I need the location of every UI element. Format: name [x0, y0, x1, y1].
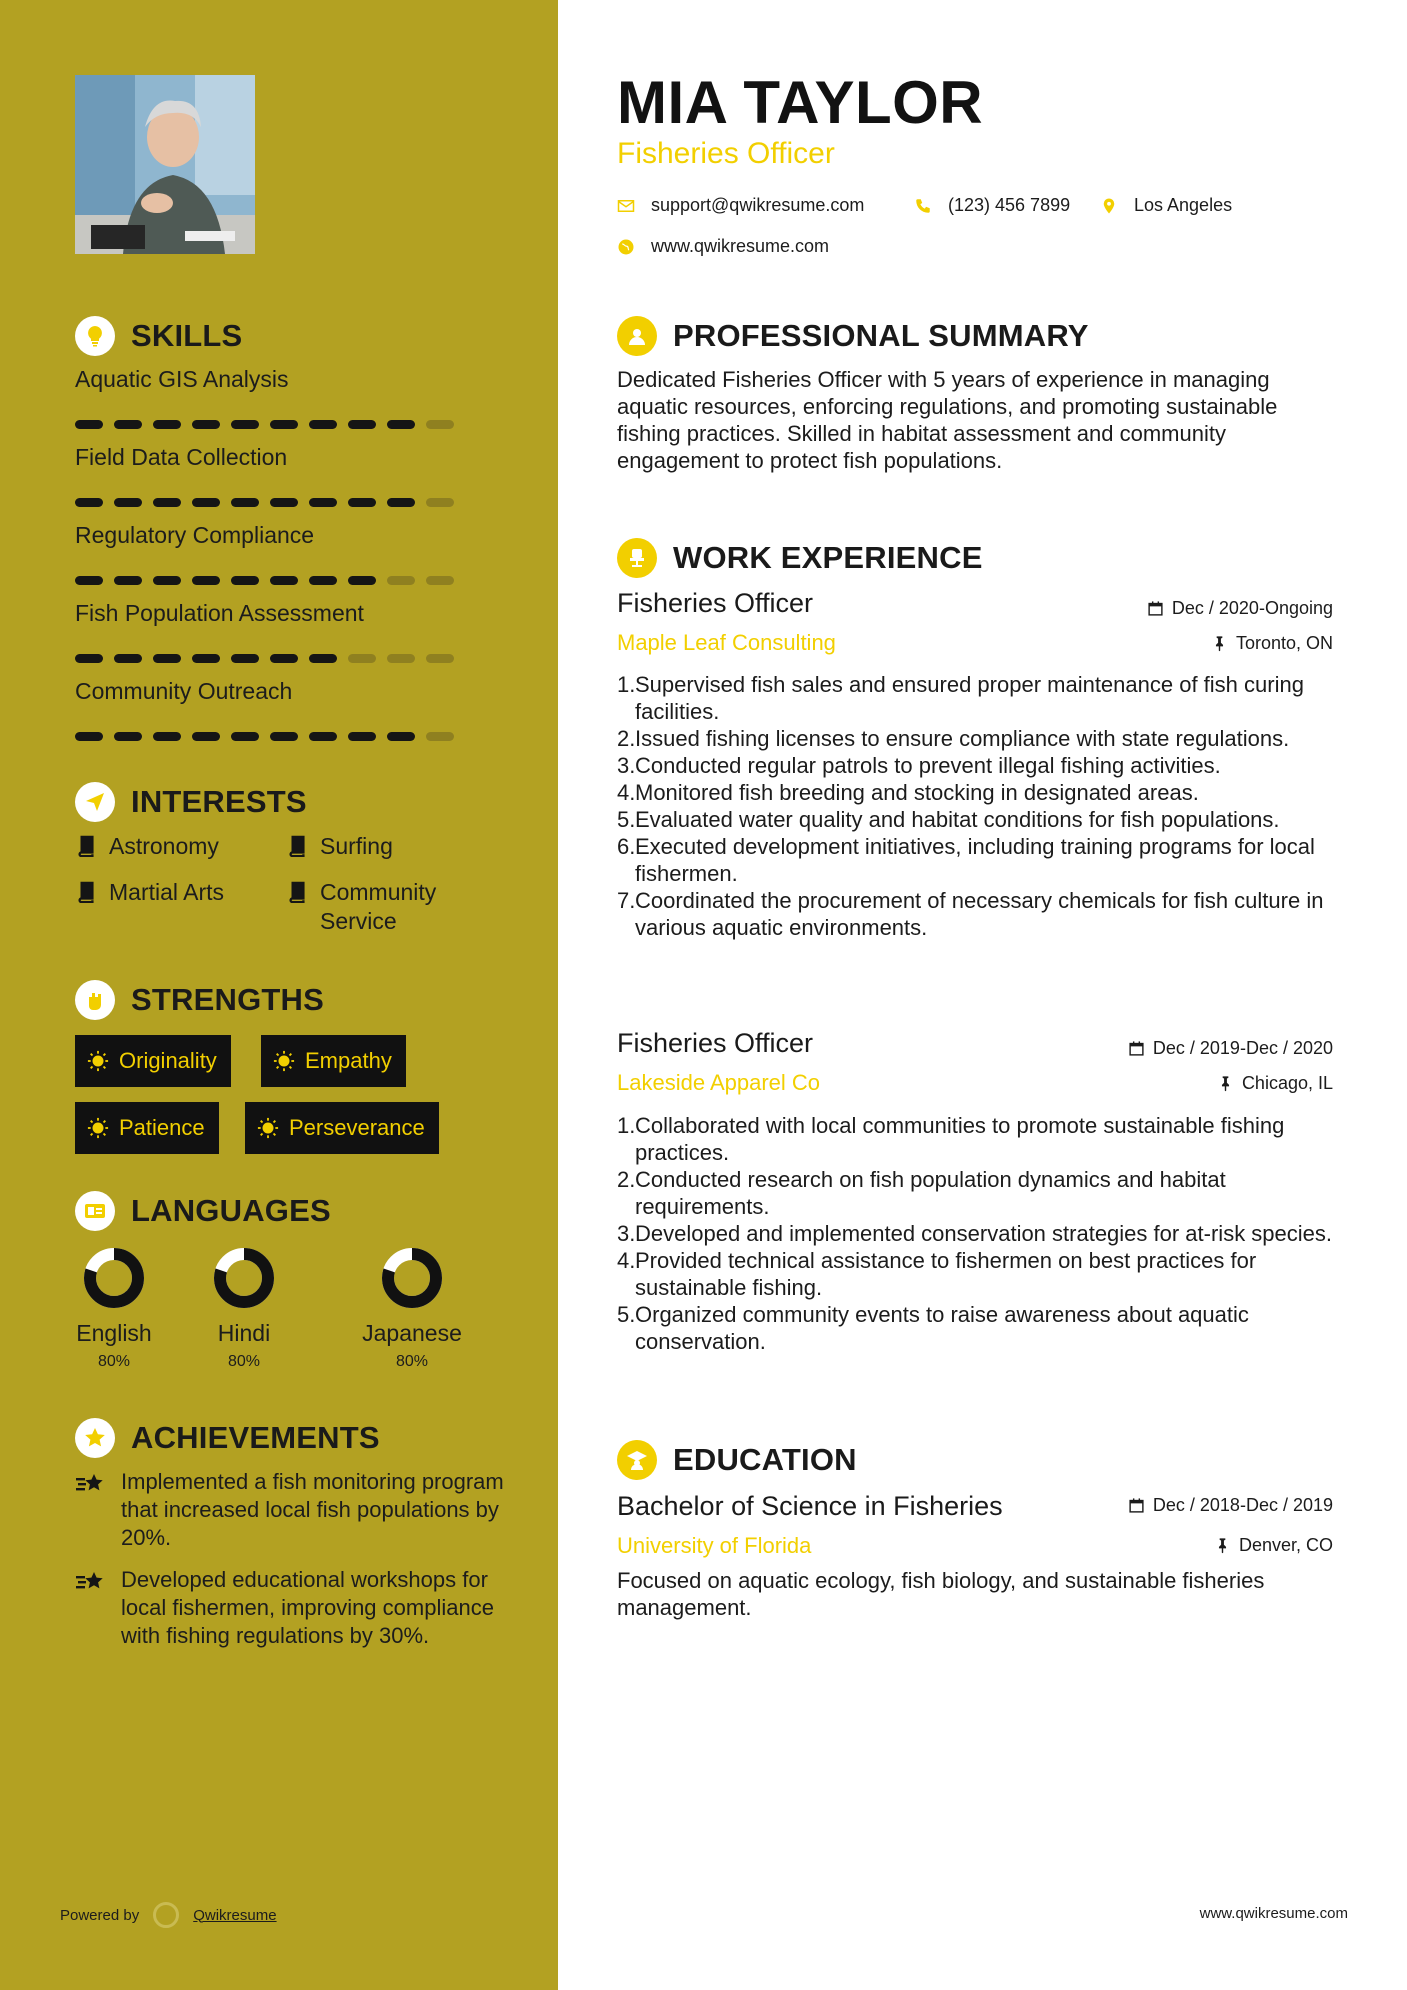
language-name: English: [76, 1320, 152, 1346]
strengths-title: STRENGTHS: [131, 982, 324, 1017]
language-level-ring: [380, 1246, 444, 1310]
calendar-icon: [1147, 600, 1164, 617]
achievements-title: ACHIEVEMENTS: [131, 1420, 380, 1455]
duty-item: Provided technical assistance to fishermen on best practices for sustainable fishing.: [635, 1248, 1257, 1300]
envelope-icon: [617, 197, 635, 215]
skill-segment-filled: [348, 420, 376, 429]
office-chair-icon: [617, 538, 657, 578]
job-title: Fisheries Officer: [617, 1028, 814, 1058]
education-location-text: Denver, CO: [1238, 1535, 1333, 1555]
interest-label: Community Service: [320, 879, 437, 934]
job-date: [1128, 1038, 1333, 1059]
phone-icon: [914, 197, 932, 215]
interests-title: INTERESTS: [131, 784, 307, 819]
skill-segment-filled: [75, 498, 103, 507]
duty-item: Supervised fish sales and ensured proper maintenance of fish curing facilities.: [635, 672, 1304, 724]
skill-segment-filled: [114, 732, 142, 741]
qwikresume-logo-icon: [153, 1902, 179, 1928]
pushpin-icon: [1211, 635, 1228, 652]
job-location-text: Chicago, IL: [1241, 1073, 1333, 1093]
pushpin-icon: [1217, 1075, 1234, 1092]
website-text: www.qwikresume.com: [651, 236, 830, 256]
skill-segment-filled: [270, 732, 298, 741]
interest-item: [286, 832, 393, 861]
summary-text: Dedicated Fisheries Officer with 5 years of experience in managing aquatic resources, enforcing regulations, and promoting sustainable fishing practices. Skilled in habitat assessment and community engagement to protect fish populations.: [617, 367, 1278, 473]
education-header: [617, 1440, 857, 1480]
job-duties: [617, 671, 1337, 941]
skill-segment-empty: [387, 654, 415, 663]
powered-by-label: Powered by: [60, 1906, 140, 1924]
skill-segment-filled: [192, 498, 220, 507]
skill-level-bar: [75, 654, 475, 663]
skill-segment-filled: [192, 654, 220, 663]
education-description: Focused on aquatic ecology, fish biology, and sustainable fisheries management.: [617, 1568, 1265, 1620]
languages-header: [75, 1191, 331, 1231]
sun-icon: [87, 1050, 109, 1072]
skill-segment-filled: [231, 420, 259, 429]
language-item: [184, 1246, 304, 1371]
sun-icon: [257, 1117, 279, 1139]
pushpin-icon: [1214, 1537, 1231, 1554]
skill-segment-filled: [75, 420, 103, 429]
skill-segment-filled: [114, 498, 142, 507]
graduate-icon: [617, 1440, 657, 1480]
skill-item: [75, 600, 475, 663]
summary-header: [617, 316, 1089, 356]
job-date-text: Dec / 2020-Ongoing: [1171, 598, 1333, 618]
sidebar: [0, 0, 558, 1990]
strength-label: Empathy: [305, 1048, 392, 1073]
interests-header: [75, 782, 307, 822]
interest-label: Martial Arts: [109, 879, 225, 905]
strength-label: Originality: [119, 1048, 217, 1073]
phone-text: (123) 456 7899: [948, 195, 1071, 215]
skill-item: [75, 444, 475, 507]
interest-item: [286, 878, 456, 936]
language-item: [54, 1246, 174, 1371]
skill-segment-filled: [309, 576, 337, 585]
skill-segment-filled: [192, 576, 220, 585]
email-text: support@qwikresume.com: [651, 195, 865, 215]
education-date: [1128, 1495, 1333, 1516]
skill-segment-filled: [309, 420, 337, 429]
duty-item: Organized community events to raise awareness about aquatic conservation.: [635, 1302, 1249, 1354]
interest-label: Surfing: [320, 833, 393, 859]
profile-photo: [75, 75, 255, 254]
skill-segment-filled: [231, 732, 259, 741]
skill-segment-filled: [153, 732, 181, 741]
skill-level-bar: [75, 576, 475, 585]
skills-header: [75, 316, 242, 356]
experience-header: [617, 538, 983, 578]
sun-icon: [273, 1050, 295, 1072]
skill-segment-filled: [75, 576, 103, 585]
skill-segment-filled: [231, 654, 259, 663]
job-date: [1147, 598, 1333, 619]
paper-plane-icon: [75, 782, 115, 822]
strength-label: Patience: [119, 1115, 205, 1140]
duty-item: Conducted research on fish population dynamics and habitat requirements.: [635, 1167, 1226, 1219]
strength-tag: [75, 1035, 231, 1087]
language-name: Hindi: [217, 1320, 271, 1346]
skill-segment-filled: [348, 576, 376, 585]
skill-segment-filled: [192, 420, 220, 429]
book-icon: [75, 881, 97, 903]
candidate-role: Fisheries Officer: [617, 137, 835, 170]
duty-item: Monitored fish breeding and stocking in designated areas.: [635, 780, 1199, 805]
skill-segment-filled: [153, 498, 181, 507]
sun-icon: [87, 1117, 109, 1139]
strength-tag: [75, 1102, 219, 1154]
achievement-item: [75, 1468, 505, 1552]
interest-item: [75, 878, 224, 907]
experience-title: WORK EXPERIENCE: [673, 540, 983, 575]
book-icon: [75, 835, 97, 857]
skill-segment-filled: [153, 654, 181, 663]
strength-tag: [245, 1102, 439, 1154]
skill-segment-filled: [309, 654, 337, 663]
job-location: [1217, 1073, 1333, 1094]
duty-item: Evaluated water quality and habitat conditions for fish populations.: [635, 807, 1280, 832]
duty-item: Conducted regular patrols to prevent illegal fishing activities.: [635, 753, 1221, 778]
footer-url[interactable]: www.qwikresume.com: [1199, 1905, 1348, 1922]
map-pin-icon: [1100, 197, 1118, 215]
job-location: [1211, 633, 1333, 654]
duty-item: Collaborated with local communities to promote sustainable fishing practices.: [635, 1113, 1285, 1165]
skill-segment-filled: [387, 498, 415, 507]
language-card-icon: [75, 1191, 115, 1231]
skill-name: Fish Population Assessment: [75, 600, 364, 626]
skill-segment-empty: [426, 576, 454, 585]
user-icon: [617, 316, 657, 356]
education-location: [1214, 1535, 1333, 1556]
skill-segment-filled: [114, 420, 142, 429]
location-text: Los Angeles: [1134, 195, 1233, 215]
language-percent: 80%: [97, 1353, 131, 1370]
skill-segment-filled: [348, 498, 376, 507]
skill-item: [75, 522, 475, 585]
skill-segment-empty: [426, 732, 454, 741]
interest-item: [75, 832, 219, 861]
achievement-text: Developed educational workshops for local fishermen, improving compliance with fishing regulations by 30%.: [121, 1567, 494, 1648]
skill-level-bar: [75, 498, 475, 507]
skill-segment-filled: [114, 654, 142, 663]
globe-icon: [617, 238, 635, 256]
job-title: Fisheries Officer: [617, 588, 814, 618]
skill-segment-filled: [309, 732, 337, 741]
contact-website[interactable]: [617, 236, 829, 257]
job-duties: [617, 1112, 1337, 1355]
achievements-header: [75, 1418, 380, 1458]
skill-segment-empty: [387, 576, 415, 585]
main-content: [558, 0, 1407, 1990]
achievement-text: Implemented a fish monitoring program that increased local fish populations by 20%.: [121, 1469, 504, 1550]
skill-name: Aquatic GIS Analysis: [75, 366, 289, 392]
job-location-text: Toronto, ON: [1235, 633, 1333, 653]
company-name: Maple Leaf Consulting: [617, 630, 836, 655]
skill-name: Community Outreach: [75, 678, 293, 704]
summary-title: PROFESSIONAL SUMMARY: [673, 318, 1089, 353]
skill-segment-filled: [231, 576, 259, 585]
candidate-name: MIA TAYLOR: [617, 69, 984, 136]
calendar-icon: [1128, 1497, 1145, 1514]
calendar-icon: [1128, 1040, 1145, 1057]
lightbulb-icon: [75, 316, 115, 356]
language-level-ring: [82, 1246, 146, 1310]
skill-segment-filled: [231, 498, 259, 507]
powered-by: [60, 1902, 277, 1928]
skill-segment-empty: [426, 420, 454, 429]
interest-label: Astronomy: [109, 833, 219, 859]
duty-item: Executed development initiatives, including training programs for local fishermen.: [635, 834, 1315, 886]
skill-segment-filled: [309, 498, 337, 507]
achievement-item: [75, 1566, 505, 1650]
language-name: Japanese: [362, 1320, 462, 1346]
skill-segment-filled: [348, 732, 376, 741]
skill-segment-filled: [153, 576, 181, 585]
skill-segment-filled: [270, 654, 298, 663]
skill-name: Regulatory Compliance: [75, 522, 315, 548]
skills-title: SKILLS: [131, 318, 243, 353]
star-badge-icon: [75, 1418, 115, 1458]
skill-segment-empty: [426, 498, 454, 507]
raised-fist-icon: [75, 980, 115, 1020]
flying-star-icon: [75, 1472, 107, 1500]
book-icon: [286, 835, 308, 857]
skill-level-bar: [75, 420, 475, 429]
skill-segment-filled: [114, 576, 142, 585]
skill-segment-filled: [387, 420, 415, 429]
degree-title: Bachelor of Science in Fisheries: [617, 1491, 1003, 1521]
language-percent: 80%: [227, 1353, 261, 1370]
languages-title: LANGUAGES: [131, 1193, 331, 1228]
skill-segment-empty: [348, 654, 376, 663]
skill-segment-filled: [75, 654, 103, 663]
skill-segment-filled: [192, 732, 220, 741]
skill-segment-empty: [426, 654, 454, 663]
contact-email[interactable]: [617, 195, 864, 216]
strength-tag: [261, 1035, 406, 1087]
language-level-ring: [212, 1246, 276, 1310]
flying-star-icon: [75, 1570, 107, 1598]
language-percent: 80%: [395, 1353, 429, 1370]
skill-segment-filled: [270, 498, 298, 507]
duty-item: Coordinated the procurement of necessary chemicals for fish culture in various aquatic environments.: [635, 888, 1324, 940]
education-title: EDUCATION: [673, 1442, 857, 1477]
skill-segment-filled: [270, 576, 298, 585]
qwikresume-link[interactable]: Qwikresume: [193, 1906, 277, 1924]
job-date-text: Dec / 2019-Dec / 2020: [1152, 1038, 1333, 1058]
skill-segment-filled: [75, 732, 103, 741]
skill-item: [75, 366, 475, 429]
contact-phone[interactable]: [914, 195, 1070, 216]
contact-location: [1100, 195, 1232, 216]
skill-name: Field Data Collection: [75, 444, 288, 470]
strength-label: Perseverance: [289, 1115, 425, 1140]
duty-item: Developed and implemented conservation strategies for at-risk species.: [635, 1221, 1333, 1246]
strengths-header: [75, 980, 324, 1020]
book-icon: [286, 881, 308, 903]
skill-item: [75, 678, 475, 741]
language-item: [352, 1246, 472, 1371]
education-date-text: Dec / 2018-Dec / 2019: [1152, 1495, 1333, 1515]
skill-level-bar: [75, 732, 475, 741]
duty-item: Issued fishing licenses to ensure compliance with state regulations.: [635, 726, 1290, 751]
school-name: University of Florida: [617, 1533, 812, 1558]
skill-segment-filled: [153, 420, 181, 429]
skill-segment-filled: [387, 732, 415, 741]
company-name: Lakeside Apparel Co: [617, 1070, 821, 1095]
skill-segment-filled: [270, 420, 298, 429]
